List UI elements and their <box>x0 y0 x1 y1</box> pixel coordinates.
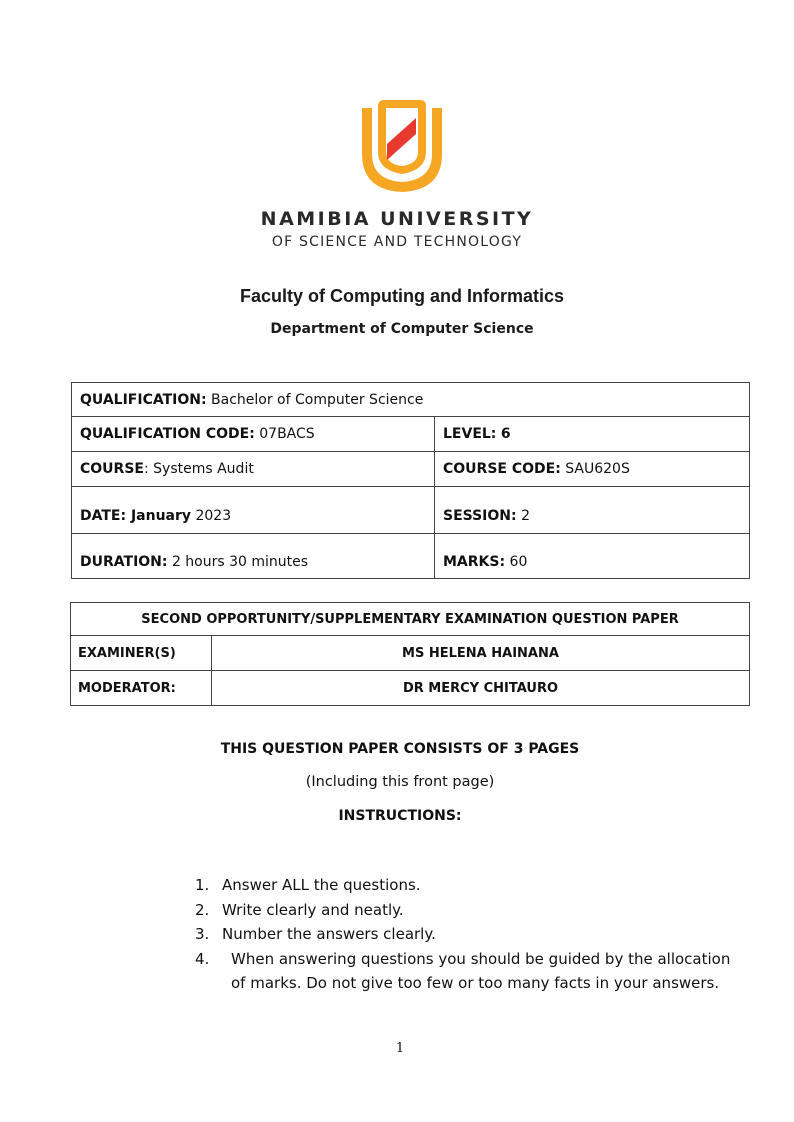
qualification-cell <box>72 383 750 417</box>
duration-row <box>72 534 750 579</box>
exam-title-row <box>71 603 750 636</box>
instruction-number: 4. <box>195 949 210 968</box>
course-code-cell <box>435 452 750 487</box>
level-cell <box>435 417 750 452</box>
session-cell <box>435 487 750 534</box>
instruction-text: Number the answers clearly. <box>222 925 436 943</box>
moderator-row <box>71 671 750 706</box>
session-label: SESSION: <box>443 508 517 524</box>
date-cell <box>72 487 435 534</box>
course-code-label: COURSE CODE: <box>443 461 561 477</box>
university-name: NAMIBIA UNIVERSITY <box>260 208 534 230</box>
instruction-text: Answer ALL the questions. <box>222 876 421 894</box>
instruction-text: Write clearly and neatly. <box>222 900 404 919</box>
duration-value: 2 hours 30 minutes <box>171 554 309 570</box>
instructions-heading: INSTRUCTIONS: <box>338 808 462 824</box>
marks-value: 60 <box>509 554 528 570</box>
instruction-number: 1. <box>195 876 210 894</box>
course-value: Systems Audit <box>153 461 254 477</box>
qualification-code-cell <box>72 417 435 452</box>
course-cell: COURSE: Systems Audit <box>72 452 435 487</box>
examiner-label: EXAMINER(S) <box>71 636 212 671</box>
instruction-number: 2. <box>195 900 210 919</box>
duration-cell <box>72 534 435 579</box>
faculty-title: Faculty of Computing and Informatics <box>239 286 564 306</box>
instruction-text: When answering questions you should be guided by the allocation of marks. Do not give too few or too many facts in your answers. <box>231 949 731 992</box>
instructions-list <box>195 873 735 996</box>
course-label: COURSE <box>80 461 144 477</box>
qualification-label: QUALIFICATION: <box>80 391 207 408</box>
marks-label: MARKS: <box>443 554 506 570</box>
department-title: Department of Computer Science <box>270 321 534 337</box>
date-value: 2023 <box>195 508 232 524</box>
session-value: 2 <box>521 508 530 524</box>
page-number: 1 <box>395 1041 405 1056</box>
instruction-item <box>195 873 735 898</box>
exam-panel-table <box>70 602 750 706</box>
qualification-code-row <box>72 417 750 452</box>
instruction-item <box>195 947 735 996</box>
university-subtitle: OF SCIENCE AND TECHNOLOGY <box>271 234 523 250</box>
examiner-value: MS HELENA HAINANA <box>212 636 750 671</box>
exam-title: SECOND OPPORTUNITY/SUPPLEMENTARY EXAMINATION QUESTION PAPER <box>71 603 750 636</box>
course-code-value: SAU620S <box>565 461 630 477</box>
marks-cell <box>435 534 750 579</box>
moderator-label: MODERATOR: <box>71 671 212 706</box>
pages-subnote: (Including this front page) <box>305 774 495 790</box>
date-label: DATE: January <box>80 508 192 524</box>
course-info-table <box>71 382 750 579</box>
instruction-number: 3. <box>195 925 210 943</box>
university-logo-icon <box>356 94 448 194</box>
pages-note: THIS QUESTION PAPER CONSISTS OF 3 PAGES <box>220 741 580 757</box>
date-row <box>72 487 750 534</box>
moderator-value: DR MERCY CHITAURO <box>212 671 750 706</box>
qualification-row <box>72 383 750 417</box>
qualification-value: Bachelor of Computer Science <box>211 391 424 408</box>
qualification-code-value: 07BACS <box>259 426 315 442</box>
level-value: 6 <box>500 426 511 442</box>
duration-label: DURATION: <box>80 554 168 570</box>
examiner-row <box>71 636 750 671</box>
level-label: LEVEL: <box>443 426 497 442</box>
instruction-item <box>195 922 735 947</box>
qualification-code-label: QUALIFICATION CODE: <box>80 426 255 442</box>
instruction-item <box>195 898 735 923</box>
course-row <box>72 452 750 487</box>
